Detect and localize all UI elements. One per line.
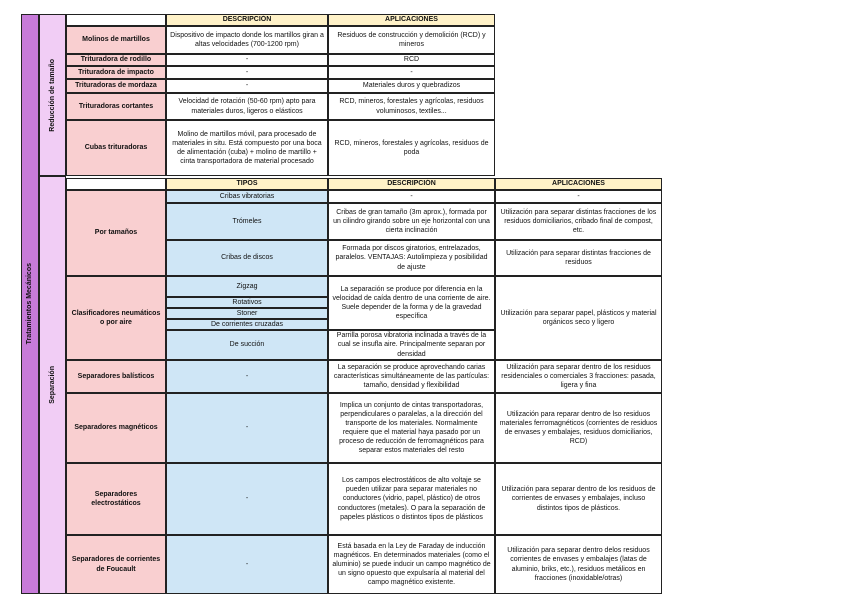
reduccion-row-desc: -	[166, 79, 328, 93]
reduccion-row-apps: RCD, mineros, forestales y agrícolas, residuos de poda	[328, 120, 495, 176]
separacion-apps: Utilización para separar distintas fracciones de los residuos domiciliarios, cribado final de compost, etc.	[495, 203, 662, 240]
separacion-tipo: -	[166, 360, 328, 393]
separacion-tipo: Rotativos	[166, 297, 328, 308]
reduccion-row-apps: Residuos de construcción y demolición (RCD) y mineros	[328, 26, 495, 54]
separacion-tipo: Trómeles	[166, 203, 328, 240]
reduccion-row-name: Molinos de martillos	[66, 26, 166, 54]
reduccion-row-apps: -	[328, 66, 495, 79]
separacion-foucault-name: Separadores de corrientes de Foucault	[66, 535, 166, 594]
separacion-electrostaticos-name: Separadores electrostáticos	[66, 463, 166, 535]
reduccion-header-blank	[66, 14, 166, 26]
reduccion-header-descripcion: DESCRIPCIÓN	[166, 14, 328, 26]
separacion-desc: -	[328, 190, 495, 203]
separacion-neumaticos-name: Clasificadores neumáticos o por aire	[66, 276, 166, 360]
reduccion-row-desc: Velocidad de rotación (50-60 rpm) apto para materiales duros, ligeros o elásticos	[166, 93, 328, 120]
separacion-tipo: Stoner	[166, 308, 328, 319]
separacion-desc: Formada por discos giratorios, entrelazados, paralelos. VENTAJAS: Autolimpieza y posibilidad de ajuste	[328, 240, 495, 276]
reduccion-row-desc: -	[166, 54, 328, 66]
separacion-tipo: Cribas vibratorias	[166, 190, 328, 203]
separacion-apps: Utilización para reparar dentro de lso residuos materiales ferromagnéticos (corrientes de residuos de envases y embalajes, residuos domiciliarios, RCD)	[495, 393, 662, 463]
separacion-desc: La separación se produce aprovechando carias características simultáneamente de las partículas: tamaño, densidad y flexibilidad	[328, 360, 495, 393]
reduccion-row-desc: Dispositivo de impacto donde los martillos giran a altas velocidades (700-1200 rpm)	[166, 26, 328, 54]
separacion-apps: Utilización para separar dentro de los residuos de corrientes de envases y embalajes, incluso distintos tipos de plásticos.	[495, 463, 662, 535]
reduccion-header-aplicaciones: APLICACIONES	[328, 14, 495, 26]
separacion-tipo: -	[166, 535, 328, 594]
separacion-apps: Utilización para separar dentro delos residuos corrientes de envases y embalajes (latas de aluminio, briks, etc.), residuos metálicos en fracciones (inoxidable/otras)	[495, 535, 662, 594]
separacion-apps: -	[495, 190, 662, 203]
group-reduccion-label: Reducción de tamaño	[39, 14, 66, 176]
reduccion-row-name: Cubas trituradoras	[66, 120, 166, 176]
separacion-desc: Está basada en la Ley de Faraday de inducción magnéticos. En determinados materiales (como el aluminio) se puede inducir un campo magnético de un signo opuesto que expulsaría al material del campo magnético existente.	[328, 535, 495, 594]
separacion-tipo: De succión	[166, 330, 328, 360]
separacion-header-blank	[66, 178, 166, 190]
reduccion-row-apps: RCD	[328, 54, 495, 66]
separacion-desc: Implica un conjunto de cintas transportadoras, perpendiculares o paralelas, a la dirección del transporte de los materiales. Normalmente requiere que el material haya pasado por un proceso de reducción de ferromagnéticos para separar estos materiales del resto	[328, 393, 495, 463]
group-separacion-label: Separación	[39, 176, 66, 594]
separacion-tipo: -	[166, 463, 328, 535]
separacion-tipo: -	[166, 393, 328, 463]
separacion-tipo: De corrientes cruzadas	[166, 319, 328, 330]
separacion-desc: Parrilla porosa vibratoria inclinada a través de la cual se insufla aire. Principalmente separan por densidad	[328, 330, 495, 360]
separacion-header-tipos: TIPOS	[166, 178, 328, 190]
reduccion-row-apps: Materiales duros y quebradizos	[328, 79, 495, 93]
separacion-tipo: Cribas de discos	[166, 240, 328, 276]
group-main-label: Tratamientos Mecánicos	[21, 14, 39, 594]
separacion-header-descripcion: DESCRIPCIÓN	[328, 178, 495, 190]
separacion-por-tamanos-name: Por tamaños	[66, 190, 166, 276]
reduccion-row-name: Trituradoras de mordaza	[66, 79, 166, 93]
separacion-desc: La separación se produce por diferencia en la velocidad de caída dentro de una corriente de aire. Suele depender de la forma y de la gravedad específica	[328, 276, 495, 330]
reduccion-row-desc: -	[166, 66, 328, 79]
separacion-desc: Cribas de gran tamaño (3m aprox.), formada por un cilindro girando sobre un eje horizontal con una cierta inclinación	[328, 203, 495, 240]
separacion-apps: Utilización para separar papel, plásticos y material orgánicos seco y ligero	[495, 276, 662, 360]
separacion-apps: Utilización para separar distintas fracciones de residuos	[495, 240, 662, 276]
separacion-tipo: Zigzag	[166, 276, 328, 297]
reduccion-row-desc: Molino de martillos móvil, para procesado de materiales in situ. Está compuesto por una boca de alimentación (cuba) + molino de martillo + cinta transportadora de material procesado	[166, 120, 328, 176]
reduccion-row-apps: RCD, mineros, forestales y agrícolas, residuos voluminosos, textiles...	[328, 93, 495, 120]
reduccion-row-name: Trituradora de impacto	[66, 66, 166, 79]
separacion-balisticos-name: Separadores balísticos	[66, 360, 166, 393]
separacion-header-aplicaciones: APLICACIONES	[495, 178, 662, 190]
separacion-apps: Utilización para separar dentro de los residuos residenciales o comerciales 3 fracciones: pasada, ligera y fina	[495, 360, 662, 393]
separacion-desc: Los campos electrostáticos de alto voltaje se pueden utilizar para separar materiales no conductores (vidrio, papel, plástico) de otros conductores (metales). O para la separación de papeles plásticos o distintos tipos de plásticos	[328, 463, 495, 535]
reduccion-row-name: Trituradora de rodillo	[66, 54, 166, 66]
separacion-magneticos-name: Separadores magnéticos	[66, 393, 166, 463]
reduccion-row-name: Trituradoras cortantes	[66, 93, 166, 120]
